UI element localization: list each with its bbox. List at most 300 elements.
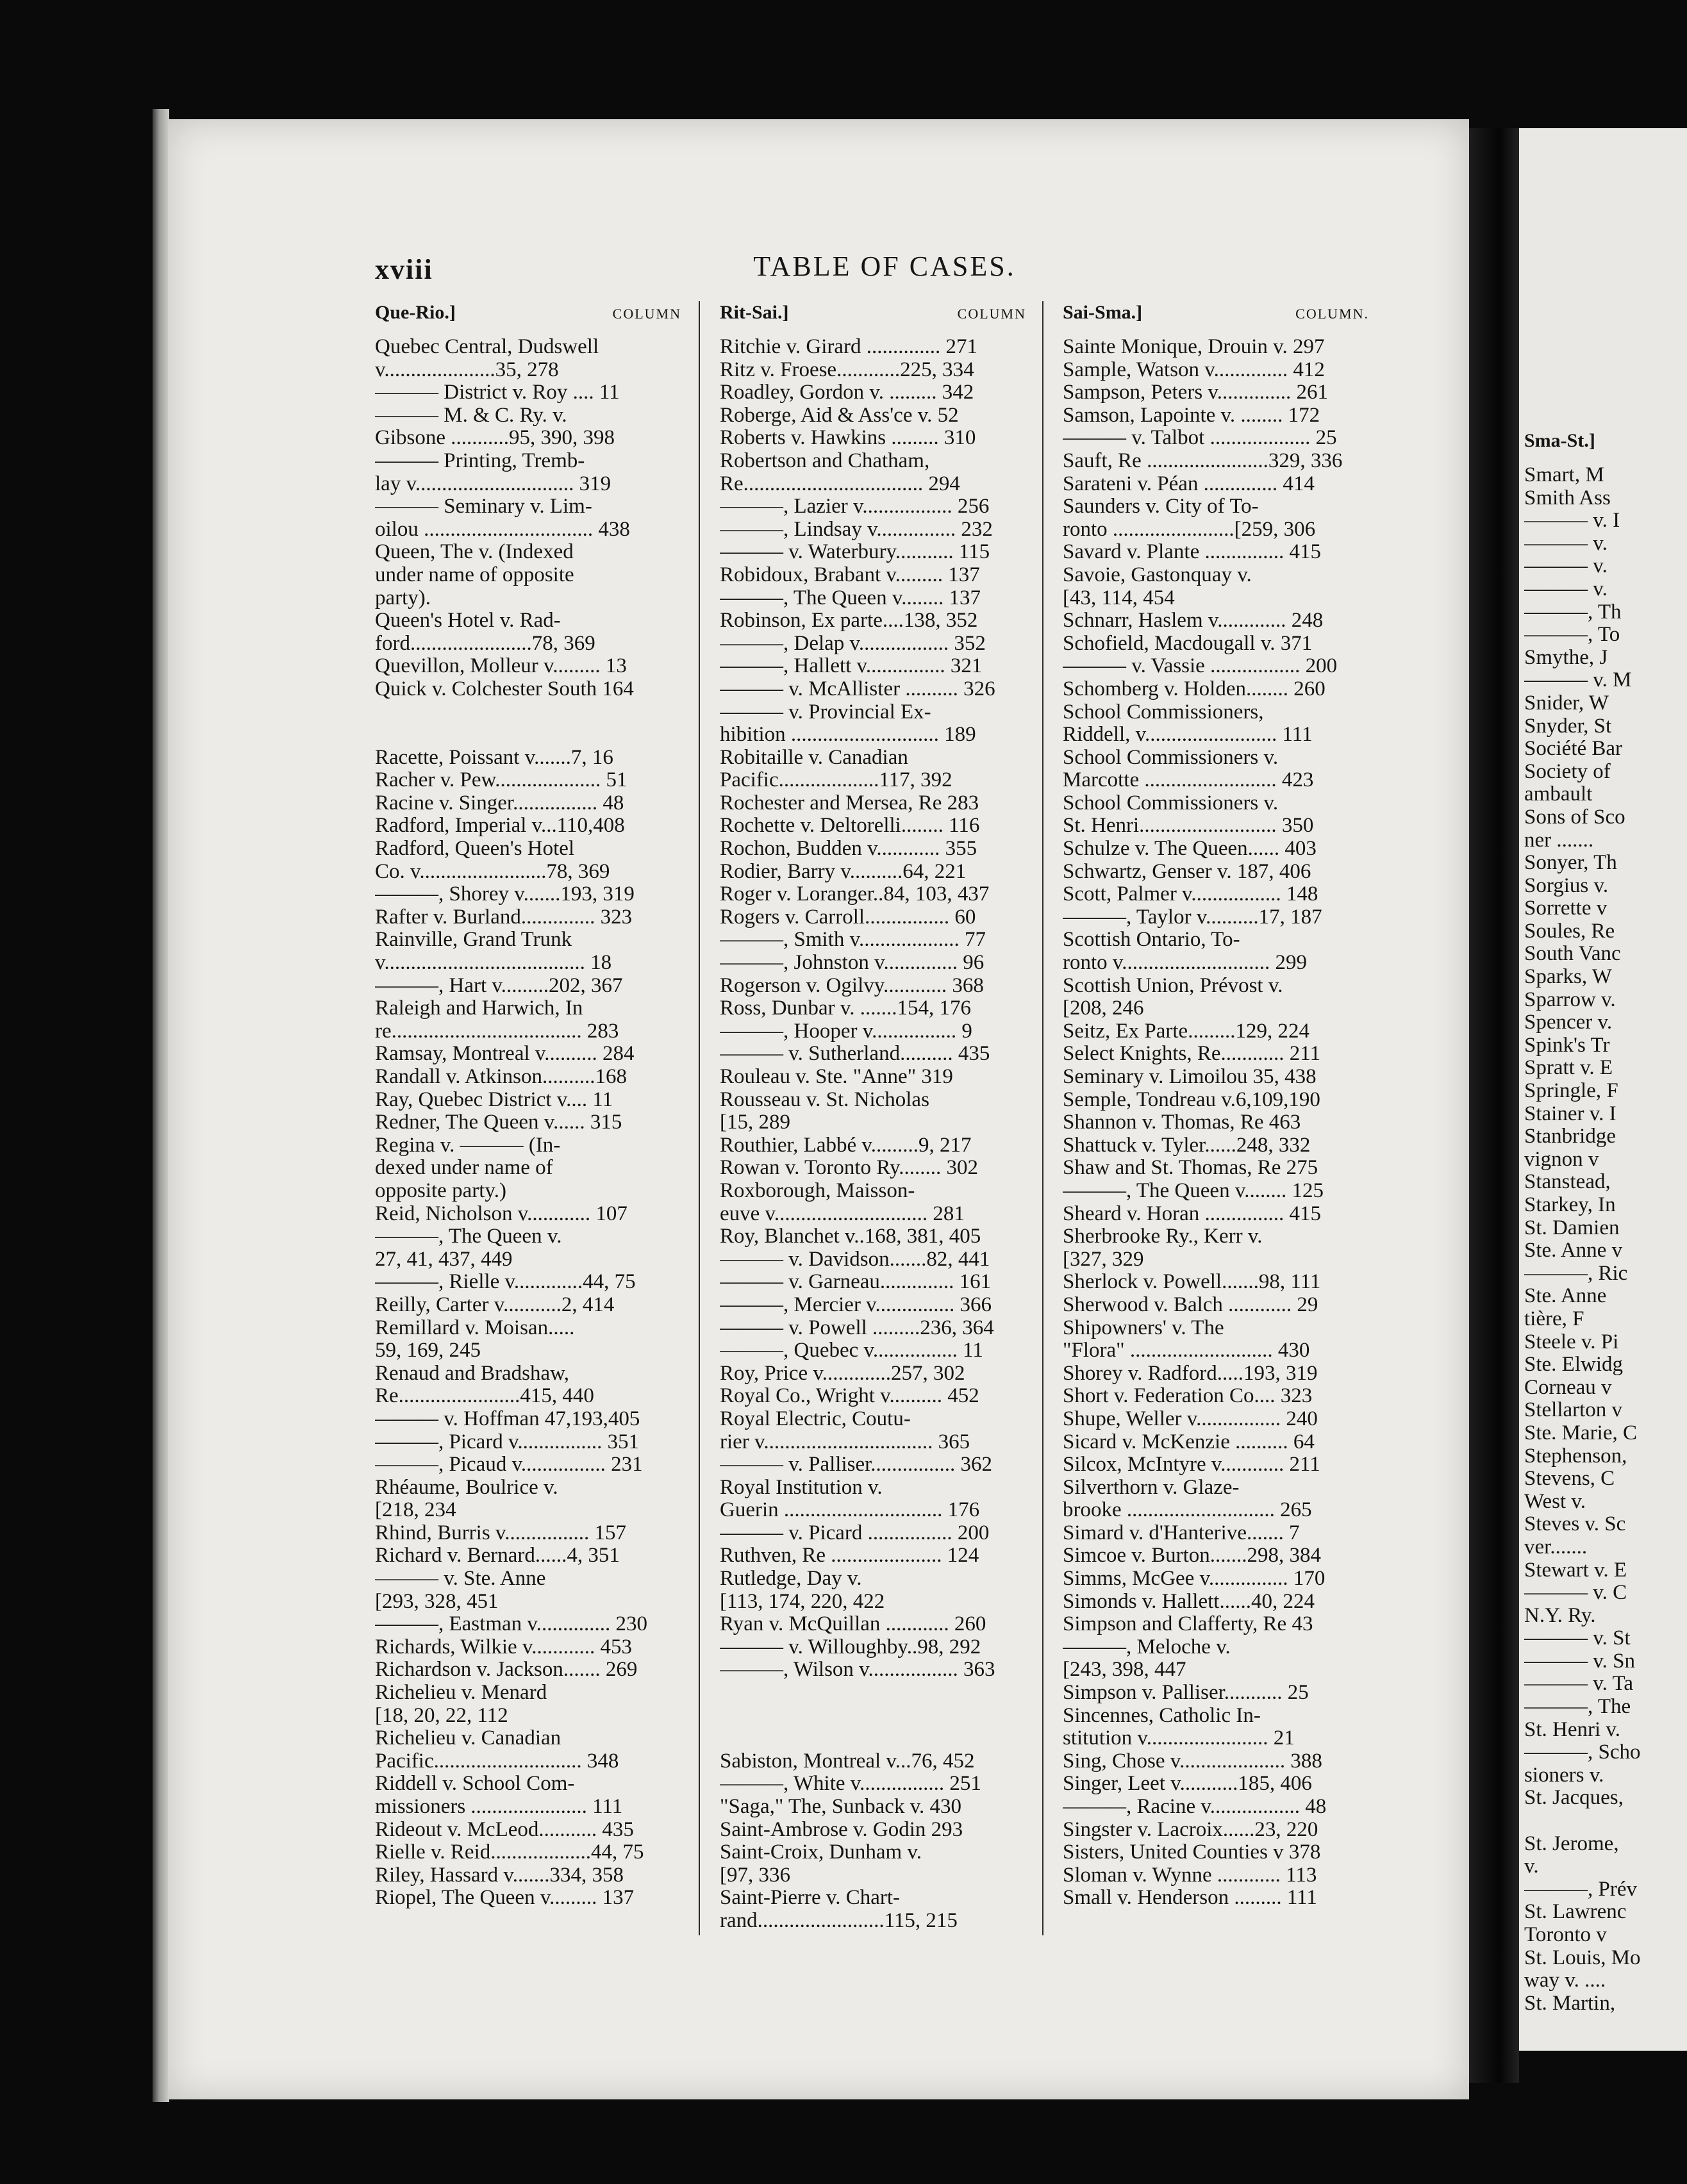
case-entry: euve v............................. 281 [720,1202,965,1225]
case-entry: Roberts v. Hawkins ......... 310 [720,427,976,450]
case-entries [720,336,1026,1933]
case-entry: St. Louis, Mo [1524,1946,1641,1969]
case-entry: Riopel, The Queen v......... 137 [375,1887,635,1910]
case-entry: ——— v. St [1524,1627,1631,1650]
case-entry: Scottish Union, Prévost v. [1063,974,1283,997]
case-entry: Quick v. Colchester South 164 [375,677,634,700]
case-entries [1063,336,1369,1910]
case-entry: Sonyer, Th [1524,852,1617,875]
case-entry: Short v. Federation Co.... 323 [1063,1385,1313,1408]
case-entry: Scott, Palmer v................. 148 [1063,883,1318,906]
case-entry: ——— v. I [1524,509,1620,533]
case-entry: Shupe, Weller v................ 240 [1063,1407,1318,1430]
case-entry: Société Bar [1524,738,1623,761]
case-entry: Sainte Monique, Drouin v. 297 [1063,336,1325,358]
case-entry: [218, 234 [375,1499,456,1522]
case-entry: Spratt v. E [1524,1057,1613,1080]
case-entry: Simpson and Clafferty, Re 43 [1063,1613,1313,1636]
case-entry: [243, 398, 447 [1063,1659,1186,1682]
case-entry: ——— v. Waterbury........... 115 [720,541,990,564]
case-entry: Racher v. Pew.................... 51 [375,769,627,792]
case-entry: N.Y. Ry. [1524,1604,1596,1627]
case-entry: Seminary v. Limoilou 35, 438 [1063,1066,1317,1088]
page-edge [153,109,169,2102]
case-entry: ———, The Queen v........ 137 [720,586,981,609]
case-entry: Sarateni v. Péan .............. 414 [1063,472,1315,495]
case-entry: Roadley, Gordon v. ......... 342 [720,381,974,404]
case-entry: v.....................35, 278 [375,358,559,381]
case-entry: Rogers v. Carroll................ 60 [720,906,976,929]
facing-page-column [1524,429,1687,2015]
case-entry: Rousseau v. St. Nicholas [720,1088,929,1111]
case-entry: 59, 169, 245 [375,1339,481,1362]
case-entry: ——— District v. Roy .... 11 [375,381,620,404]
case-entry: Shaw and St. Thomas, Re 275 [1063,1157,1318,1180]
case-entry: Savard v. Plante ............... 415 [1063,541,1321,564]
case-entry: Richards, Wilkie v............ 453 [375,1635,633,1659]
case-entry: Sorgius v. [1524,874,1609,897]
case-entry: Sample, Watson v.............. 412 [1063,358,1325,381]
case-entry: ——— M. & C. Ry. v. [375,404,567,427]
case-entry: rand........................115, 215 [720,1909,958,1932]
case-entry: Riddell v. School Com- [375,1773,575,1796]
case-entry: Rafter v. Burland.............. 323 [375,906,633,929]
case-entry: Sicard v. McKenzie .......... 64 [1063,1430,1315,1453]
case-entry: Rowan v. Toronto Ry........ 302 [720,1157,979,1180]
case-entry: ———, Meloche v. [1063,1635,1231,1659]
case-entry: Schulze v. The Queen...... 403 [1063,838,1317,861]
case-entry: Marcotte ......................... 423 [1063,769,1314,792]
case-entry: Simonds v. Hallett......40, 224 [1063,1590,1315,1613]
case-entry: Royal Electric, Coutu- [720,1407,911,1430]
case-entry: Snider, W [1524,691,1609,715]
case-entry: Scottish Ontario, To- [1063,929,1240,952]
case-entry: School Commissioners v. [1063,791,1279,815]
case-entry: ———, Ric [1524,1262,1628,1285]
case-entry: Rideout v. McLeod........... 435 [375,1818,634,1841]
case-entry: Richard v. Bernard......4, 351 [375,1544,620,1568]
case-entry: Redner, The Queen v...... 315 [375,1111,622,1134]
facing-column-range: Sma-St.] [1524,430,1595,451]
case-entry: Rouleau v. Ste. "Anne" 319 [720,1066,953,1088]
case-entry: St. Lawrenc [1524,1901,1627,1924]
case-entry: Stewart v. E [1524,1559,1627,1582]
case-entry: Sorrette v [1524,897,1608,920]
case-entry: Sherwood v. Balch ............ 29 [1063,1293,1318,1316]
case-entry: Robitaille v. Canadian [720,746,908,769]
case-entry: Semple, Tondreau v.6,109,190 [1063,1088,1320,1111]
case-entry: Racette, Poissant v.......7, 16 [375,746,613,769]
case-entry: ———, Picaud v................ 231 [375,1453,643,1477]
facing-column-head [1524,429,1687,455]
case-entry: [327, 329 [1063,1248,1144,1271]
case-entry: Steves v. Sc [1524,1513,1626,1536]
case-entry: ——— v. Davidson.......82, 441 [720,1248,990,1271]
case-entry: [97, 336 [720,1864,790,1887]
case-entry: "Saga," The, Sunback v. 430 [720,1796,962,1818]
case-entry: St. Henri v. [1524,1718,1621,1741]
case-entry: West v. [1524,1490,1586,1513]
case-entry: ———, The Queen v........ 125 [1063,1179,1324,1202]
case-entry: Ray, Quebec District v.... 11 [375,1088,613,1111]
case-entry: party). [375,586,431,609]
case-entry: Rodier, Barry v..........64, 221 [720,860,967,883]
case-entry: Rochette v. Deltorelli........ 116 [720,815,980,838]
case-entry: Raleigh and Harwich, In [375,997,583,1020]
case-entry: [208, 246 [1063,997,1144,1020]
case-entry: ———, Hart v.........202, 367 [375,974,623,997]
case-entry: Racine v. Singer................ 48 [375,791,624,815]
case-entry: ronto .......................[259, 306 [1063,518,1316,541]
case-entry: ford.......................78, 369 [375,632,595,655]
case-entry: Rainville, Grand Trunk [375,929,572,952]
case-entry: Sing, Chose v.................... 388 [1063,1750,1322,1773]
case-entry: Society of [1524,760,1611,783]
case-entry: Quebec Central, Dudswell [375,336,599,358]
case-entry: Stevens, C [1524,1468,1615,1491]
case-entry: ——— v. Palliser................ 362 [720,1453,993,1477]
case-entry: ———, To [1524,624,1620,647]
case-entry: Co. v........................78, 369 [375,860,610,883]
case-entry: rier v................................ 365 [720,1430,970,1453]
case-entry: ——— v. Garneau.............. 161 [720,1271,992,1294]
case-entry: ambault [1524,783,1593,806]
case-entry: Singster v. Lacroix......23, 220 [1063,1818,1318,1841]
case-entry: Pacific...................117, 392 [720,769,952,792]
case-entry: Corneau v [1524,1376,1612,1399]
case-entry: Richelieu v. Menard [375,1682,547,1705]
case-entry: opposite party.) [375,1179,506,1202]
case-entry: Saint-Pierre v. Chart- [720,1887,901,1910]
case-entry: ——— v. Talbot ................... 25 [1063,427,1337,450]
case-entry: Ryan v. McQuillan ............ 260 [720,1613,986,1636]
case-entry: ——— v. Ste. Anne [375,1568,546,1591]
case-entry: ——— v. Hoffman 47,193,405 [375,1407,640,1430]
case-entry: ———, Taylor v..........17, 187 [1063,906,1322,929]
case-entry: ronto v............................ 299 [1063,952,1308,975]
column-rule [699,301,700,1935]
case-entry: vignon v [1524,1148,1599,1171]
case-entry: Re.......................415, 440 [375,1385,594,1408]
case-entry: [113, 174, 220, 422 [720,1590,885,1613]
case-entry: Roxborough, Maisson- [720,1179,915,1202]
case-entry: Seitz, Ex Parte.........129, 224 [1063,1020,1309,1043]
case-entry: Sauft, Re .......................329, 336 [1063,449,1343,472]
case-entry: School Commissioners, [1063,700,1264,724]
case-entry: ———, Delap v................. 352 [720,632,986,655]
blank-line [720,1682,1026,1705]
column-rule [1042,301,1043,1935]
case-entry: Remillard v. Moisan..... [375,1316,575,1339]
case-entry: Saint-Ambrose v. Godin 293 [720,1818,963,1841]
case-entry: Roy, Price v.............257, 302 [720,1362,965,1385]
case-entry: ——— v. Vassie ................. 200 [1063,655,1338,678]
case-entry: 27, 41, 437, 449 [375,1248,513,1271]
case-entry: Silcox, McIntyre v............ 211 [1063,1453,1320,1477]
case-entry: hibition ............................ 189 [720,724,976,747]
column-label: COLUMN [957,306,1026,322]
case-entry: Select Knights, Re............ 211 [1063,1043,1321,1066]
case-entry: Savoie, Gastonquay v. [1063,563,1252,586]
case-entry: Spink's Tr [1524,1034,1610,1057]
case-entry: ——— v. Powell .........236, 364 [720,1316,994,1339]
case-entry: re.................................... 283 [375,1020,619,1043]
case-entry: Stephenson, [1524,1444,1627,1468]
case-entry: ———, The [1524,1696,1631,1719]
case-entry: Queen's Hotel v. Rad- [375,609,561,633]
blank-line [375,701,681,724]
case-entry: Sheard v. Horan ............... 415 [1063,1202,1321,1225]
case-entry: Re.................................. 294 [720,472,960,495]
facing-page [1519,128,1687,2051]
column-range: Rit-Sai.] [720,302,789,323]
column-label: COLUMN [612,306,681,322]
case-entry: Soules, Re [1524,920,1615,943]
case-entry: Shattuck v. Tyler......248, 332 [1063,1134,1311,1157]
case-entry: Saunders v. City of To- [1063,495,1259,518]
case-entry: Rhéaume, Boulrice v. [375,1476,558,1499]
case-entry: ——— Printing, Tremb- [375,449,585,472]
case-entry: Sampson, Peters v.............. 261 [1063,381,1329,404]
case-entries [375,336,681,1910]
case-entry: ——— v. Willoughby..98, 292 [720,1635,981,1659]
case-entry: Reid, Nicholson v............ 107 [375,1202,627,1225]
case-entry: Roberge, Aid & Ass'ce v. 52 [720,404,959,427]
case-entry: [43, 114, 454 [1063,586,1175,609]
case-entry: ———, Rielle v.............44, 75 [375,1271,636,1294]
case-entry: sioners v. [1524,1764,1604,1787]
case-entry: Rogerson v. Ogilvy............ 368 [720,974,984,997]
case-entry: Renaud and Bradshaw, [375,1362,570,1385]
case-entry: Ross, Dunbar v. .......154, 176 [720,997,972,1020]
case-entry: Starkey, In [1524,1194,1616,1216]
case-entry: Ramsay, Montreal v.......... 284 [375,1043,635,1066]
case-entry: St. Jerome, [1524,1832,1619,1855]
case-entry: Routhier, Labbé v.........9, 217 [720,1134,972,1157]
case-entry: St. Damien [1524,1216,1620,1239]
case-entry: Steele v. Pi [1524,1330,1619,1353]
case-entry: Stainer v. I [1524,1102,1616,1125]
case-entry: ———, Wilson v................. 363 [720,1659,995,1682]
case-entry: Stanbridge [1524,1125,1616,1148]
case-entry: Samson, Lapointe v. ........ 172 [1063,404,1320,427]
case-entry: ——— Seminary v. Lim- [375,495,592,518]
case-entry: under name of opposite [375,563,574,586]
index-column-2 [720,301,1026,1933]
case-entry: ———, Eastman v.............. 230 [375,1613,647,1636]
case-entry: Ste. Anne [1524,1285,1607,1308]
case-entry: ———, Smith v................... 77 [720,929,986,952]
case-entry: ——— v. [1524,577,1608,600]
case-entry: Regina v. ——— (In- [375,1134,561,1157]
case-entry: [18, 20, 22, 112 [375,1704,508,1727]
case-entry: Singer, Leet v...........185, 406 [1063,1773,1312,1796]
case-entry: St. Jacques, [1524,1787,1624,1810]
case-entry: ——— v. [1524,555,1608,578]
case-entry: ———, White v................ 251 [720,1773,981,1796]
case-entry: Riddell, v......................... 111 [1063,724,1313,747]
case-entry: Riley, Hassard v.......334, 358 [375,1864,624,1887]
case-entry: Radford, Queen's Hotel [375,838,575,861]
case-entry: Stellarton v [1524,1399,1623,1422]
case-entry: Royal Institution v. [720,1476,883,1499]
case-entry: Royal Co., Wright v.......... 452 [720,1385,979,1408]
case-entry: ——— v. Ta [1524,1673,1634,1696]
case-entry: Ritz v. Froese............225, 334 [720,358,974,381]
case-entry: Shannon v. Thomas, Re 463 [1063,1111,1301,1134]
column-head [375,301,681,327]
case-entry: Reilly, Carter v...........2, 414 [375,1293,615,1316]
column-range: Que-Rio.] [375,302,456,323]
case-entry: [293, 328, 451 [375,1590,499,1613]
case-entry: Schomberg v. Holden........ 260 [1063,677,1326,700]
running-head: TABLE OF CASES. [753,251,1016,282]
case-entry: dexed under name of [375,1157,553,1180]
case-entry: ——— v. Provincial Ex- [720,700,931,724]
column-head [720,301,1026,327]
facing-entries [1524,464,1687,2015]
case-entry: Richelieu v. Canadian [375,1727,561,1750]
index-column-1 [375,301,681,1910]
case-entry: Quevillon, Molleur v......... 13 [375,655,627,678]
case-entry: Sloman v. Wynne ............ 113 [1063,1864,1317,1887]
case-entry: Ste. Anne v [1524,1239,1623,1262]
case-entry: Schnarr, Haslem v............. 248 [1063,609,1324,633]
case-entry: Rochester and Mersea, Re 283 [720,791,979,815]
book-gutter [1469,128,1519,2083]
case-entry: ———, Shorey v.......193, 319 [375,883,635,906]
case-entry: Richardson v. Jackson....... 269 [375,1659,638,1682]
case-entry: Robertson and Chatham, [720,449,930,472]
case-entry: Robidoux, Brabant v......... 137 [720,563,980,586]
case-entry: ———, Picard v................ 351 [375,1430,640,1453]
index-column-3 [1063,301,1369,1910]
case-entry: Schofield, Macdougall v. 371 [1063,632,1313,655]
case-entry: ——— v. Picard ................ 200 [720,1521,990,1544]
case-entry: South Vanc [1524,943,1621,966]
case-entry: oilou ................................ 438 [375,518,630,541]
case-entry: Shipowners' v. The [1063,1316,1224,1339]
case-entry: Springle, F [1524,1080,1618,1103]
case-entry: Randall v. Atkinson..........168 [375,1066,627,1088]
case-entry: ———, Lazier v................. 256 [720,495,990,518]
case-entry: Rhind, Burris v................ 157 [375,1521,627,1544]
case-entry: Sparks, W [1524,966,1612,989]
case-entry: Queen, The v. (Indexed [375,541,574,564]
case-entry: Sherlock v. Powell.......98, 111 [1063,1271,1321,1294]
case-entry: Ste. Elwidg [1524,1353,1623,1377]
case-entry: ——— v. Sn [1524,1650,1635,1673]
case-entry: ——— v. McAllister .......... 326 [720,677,995,700]
case-entry: Rochon, Budden v............ 355 [720,838,977,861]
case-entry: Sparrow v. [1524,988,1616,1011]
case-entry: Shorey v. Radford.....193, 319 [1063,1362,1318,1385]
case-entry: Stanstead, [1524,1171,1611,1194]
blank-line [720,1727,1026,1750]
case-entry: Saint-Croix, Dunham v. [720,1841,922,1864]
case-entry: Pacific............................ 348 [375,1750,619,1773]
case-entry: way v. .... [1524,1969,1606,1992]
case-entry: ———, Mercier v............... 366 [720,1293,992,1316]
case-entry: stitution v....................... 21 [1063,1727,1295,1750]
case-entry: Simard v. d'Hanterive....... 7 [1063,1521,1300,1544]
case-entry: Simcoe v. Burton.......298, 384 [1063,1544,1322,1568]
case-entry: Radford, Imperial v...110,408 [375,815,625,838]
case-entry: Simms, McGee v............... 170 [1063,1568,1326,1591]
case-entry: Sincennes, Catholic In- [1063,1704,1261,1727]
blank-line [1524,1810,1687,1833]
case-entry: ———, Johnston v.............. 96 [720,952,985,975]
case-entry: ———, Hallett v............... 321 [720,655,983,678]
case-entry: Spencer v. [1524,1011,1613,1034]
case-entry: ———, Prév [1524,1878,1637,1901]
case-entry: ———, The Queen v. [375,1225,562,1248]
case-entry: St. Henri.......................... 350 [1063,815,1314,838]
case-entry: Sisters, United Counties v 378 [1063,1841,1321,1864]
case-entry: ——— v. [1524,532,1608,555]
case-entry: Ritchie v. Girard .............. 271 [720,336,978,358]
case-entry: ver....... [1524,1535,1588,1559]
case-entry: Toronto v [1524,1924,1607,1946]
column-label: COLUMN. [1295,306,1369,322]
case-entry: Rielle v. Reid...................44, 75 [375,1841,644,1864]
case-entry: Rutledge, Day v. [720,1568,862,1591]
case-entry: Sons of Sco [1524,806,1625,829]
case-entry: ——— v. C [1524,1582,1627,1605]
case-entry: School Commissioners v. [1063,746,1279,769]
case-entry: missioners ...................... 111 [375,1796,623,1818]
case-entry: tière, F [1524,1307,1584,1330]
case-entry: [15, 289 [720,1111,790,1134]
case-entry: Guerin .............................. 176 [720,1499,980,1522]
case-entry: v...................................... 18 [375,952,612,975]
case-entry: Roy, Blanchet v..168, 381, 405 [720,1225,981,1248]
case-entry: Gibsone ...........95, 390, 398 [375,427,615,450]
case-entry: Sabiston, Montreal v...76, 452 [720,1750,975,1773]
case-entry: Smith Ass [1524,486,1611,509]
page-number: xviii [375,254,433,285]
case-entry: "Flora" ........................... 430 [1063,1339,1310,1362]
case-entry: ———, Quebec v................ 11 [720,1339,983,1362]
case-entry: ——— v. M [1524,669,1632,692]
case-entry: ——— v. Sutherland.......... 435 [720,1043,990,1066]
case-entry: Ruthven, Re ..................... 124 [720,1544,979,1568]
column-range: Sai-Sma.] [1063,302,1143,323]
blank-line [720,1705,1026,1728]
case-entry: Schwartz, Genser v. 187, 406 [1063,860,1311,883]
case-entry: ———, Th [1524,600,1622,624]
blank-line [375,724,681,747]
case-entry: Sherbrooke Ry., Kerr v. [1063,1225,1263,1248]
case-entry: Smart, M [1524,464,1604,486]
case-entry: Snyder, St [1524,715,1612,738]
case-entry: ner ....... [1524,829,1594,852]
case-entry: Small v. Henderson ......... 111 [1063,1887,1317,1910]
case-entry: ———, Scho [1524,1741,1641,1764]
case-entry: Smythe, J [1524,646,1608,669]
case-entry: Silverthorn v. Glaze- [1063,1476,1240,1499]
column-head [1063,301,1369,327]
case-entry: Simpson v. Palliser........... 25 [1063,1682,1309,1705]
case-entry: St. Martin, [1524,1992,1616,2015]
case-entry: lay v.............................. 319 [375,472,611,495]
case-entry: Robinson, Ex parte....138, 352 [720,609,978,633]
case-entry: ———, Racine v................. 48 [1063,1796,1327,1818]
case-entry: ———, Hooper v................ 9 [720,1020,972,1043]
case-entry: v. [1524,1855,1539,1878]
case-entry: ———, Lindsay v............... 232 [720,518,993,541]
case-entry: Ste. Marie, C [1524,1421,1637,1444]
